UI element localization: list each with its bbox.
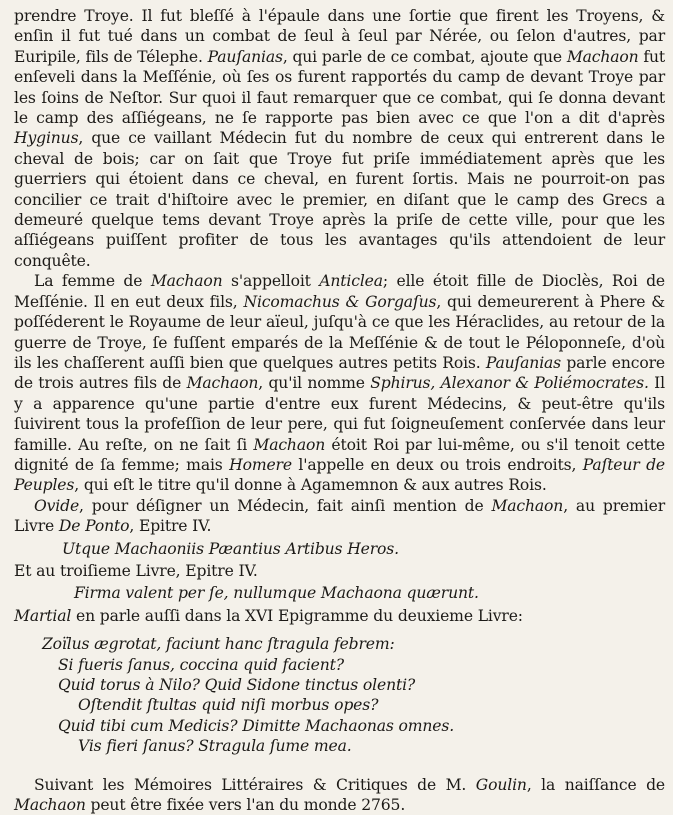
epigram-verse [14,634,665,756]
latin-quote-ponto: Utque Machaoniis Pæantius Artibus Heros. [62,539,399,558]
verse-line: Quid torus à Nilo? Quid Sidone tinctus olenti? [58,676,416,694]
verse-line: Quid tibi cum Medicis? Dimitte Machaonas omnes. [58,716,455,735]
verse-line: Zoïlus ægrotat, faciunt hanc ſtragula febrem: [42,635,395,654]
paragraph-ovide: Ovide, pour déſigner un Médecin, fait ainſi mention de Machaon, au premier Livre De Ponto, Epitre IV. [14,496,665,536]
spacer [14,763,665,775]
verse-line: Vis fieri ſanus? Stragula ſume mea. [78,737,352,756]
paragraph-troye: prendre Troye. Il fut bleſſé à l'épaule dans une ſortie que firent les Troyens, & enſin il fut tué dans un combat de ſeul à ſeul par Nérée, ou ſelon d'autres, par Euripile, fils de Télephe. Pauſanias, qui parle de ce combat, ajoute que Machaon fut enſeveli dans la Meſſénie, où ſes os furent rapportés du camp de devant Troye par les ſoins de Neſtor. Sur quoi il faut remarquer que ce combat, qui ſe donna devant le camp des aſſiégeans, ne ſe rapporte pas bien avec ce que l'on a dit d'après Hyginus, que ce vaillant Médecin fut du nombre de ceux qui entrerent dans le cheval de bois; car on ſait que Troye fut priſe immédiatement après que les guerriers qui étoient dans ce cheval, en furent ſortis. Mais ne pourroit-on pas concilier ce trait d'hiſtoire avec le premier, en diſant que le camp des Grecs a demeuré quelque tems devant Troye après la priſe de cette ville, pour que les aſſiégeans puiſſent profiter de tous les avantages qu'ils attendoient de leur conquête. [14,7,665,270]
paragraph-troisieme: Et au troiſieme Livre, Epitre IV. [14,561,258,580]
paragraph-goulin: Suivant les Mémoires Littéraires & Critiques de M. Goulin, la naiſſance de Machaon peut être fixée vers l'an du monde 2765. [14,775,665,815]
verse-line: Si fueris ſanus, coccina quid facient? [58,655,344,674]
verse-line: Oſtendit ſtultas quid niſi morbus opes? [78,696,379,715]
latin-quote-firma: Firma valent per ſe, nullumque Machaona quærunt. [74,584,479,603]
paragraph-femme: La femme de Machaon s'appelloit Anticlea; elle étoit fille de Dioclès, Roi de Meſſénie. Il en eut deux fils, Nicomachus & Gorgaſus, qui demeurerent à Phere & poſſéderent le Royaume de leur aïeul, juſqu'à ce que les Héraclides, au retour de la guerre de Troye, ſe fuſſent emparés de la Meſſénie & de tout le Péloponneſe, d'où ils les chaſſerent auſſi bien que quelques autres petits Rois. Pauſanias parle encore de trois autres fils de Machaon, qu'il nomme Sphirus, Alexanor & Poliémocrates. Il y a apparence qu'une partie d'entre eux furent Médecins, & peut-être qu'ils ſuivirent tous la profeſſion de leur pere, qui fut ſoigneuſement conſervée dans leur famille. Au reſte, on ne ſait ſi Machaon étoit Roi par lui-même, ou s'il tenoit cette dignité de ſa femme; mais Homere l'appelle en deux ou trois endroits, Paſteur de Peuples, qui eſt le titre qu'il donne à Agamemnon & aux autres Rois. [14,272,666,495]
paragraph-martial: Martial en parle auſſi dans la XVI Epigramme du deuxieme Livre: [14,606,523,625]
page-text [14,6,665,815]
